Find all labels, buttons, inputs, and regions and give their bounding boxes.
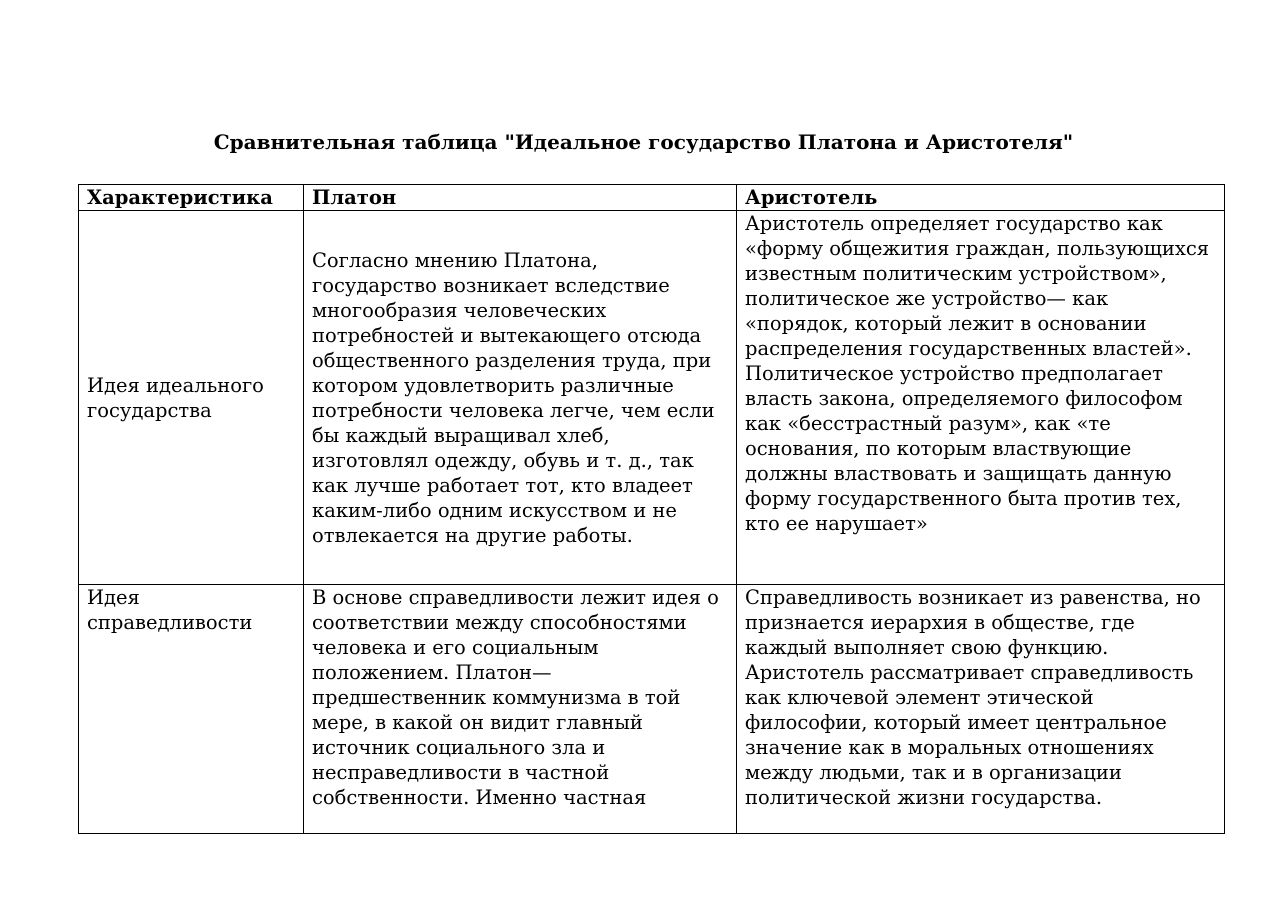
- row-plato-text: Согласно мнению Платона, государство возникает вследствие многообразия человеческих потребностей и вытекающего отсюда общественного разделения труда, при котором удовлетворить различные потребности человека легче, чем если бы каждый выращивал хлеб, изготовлял одежду, обувь и т. д., так как лучше работает тот, кто владеет каким-либо одним искусством и не отвлекается на другие работы.: [304, 211, 737, 585]
- comparison-table: [78, 184, 1225, 834]
- row-characteristic: Идея справедливости: [79, 585, 304, 834]
- header-plato: Платон: [304, 185, 737, 211]
- row-plato-cell: [304, 585, 737, 834]
- row-characteristic: Идея идеального государства: [79, 211, 304, 585]
- page-title: Сравнительная таблица "Идеальное государство Платона и Аристотеля": [213, 130, 1074, 154]
- table-header-row: [79, 185, 1225, 211]
- table-row: [79, 585, 1225, 834]
- table-row: [79, 211, 1225, 585]
- header-aristotle: Аристотель: [737, 185, 1225, 211]
- row-plato-text: В основе справедливости лежит идея о соответствии между способностями человека и его социальным положением. Платон— предшественник коммунизма в той мере, в какой он видит главный источник социального зла и несправедливости в частной собственности. Именно частная: [312, 586, 719, 809]
- row-aristotle-text: Аристотель определяет государство как «форму общежития граждан, пользующихся известным политическим устройством», политическое же устройство— как «порядок, который лежит в основании распределения государственных властей». Политическое устройство предполагает власть закона, определяемого философом как «бесстрастный разум», как «те основания, по которым властвующие должны властвовать и защищать данную форму государственного быта против тех, кто ее нарушает»: [737, 211, 1225, 585]
- row-aristotle-text: Справедливость возникает из равенства, но признается иерархия в обществе, где каждый выполняет свою функцию. Аристотель рассматривает справедливость как ключевой элемент этической философии, который имеет центральное значение как в моральных отношениях между людьми, так и в организации политической жизни государства.: [737, 585, 1225, 834]
- header-characteristic: Характеристика: [79, 185, 304, 211]
